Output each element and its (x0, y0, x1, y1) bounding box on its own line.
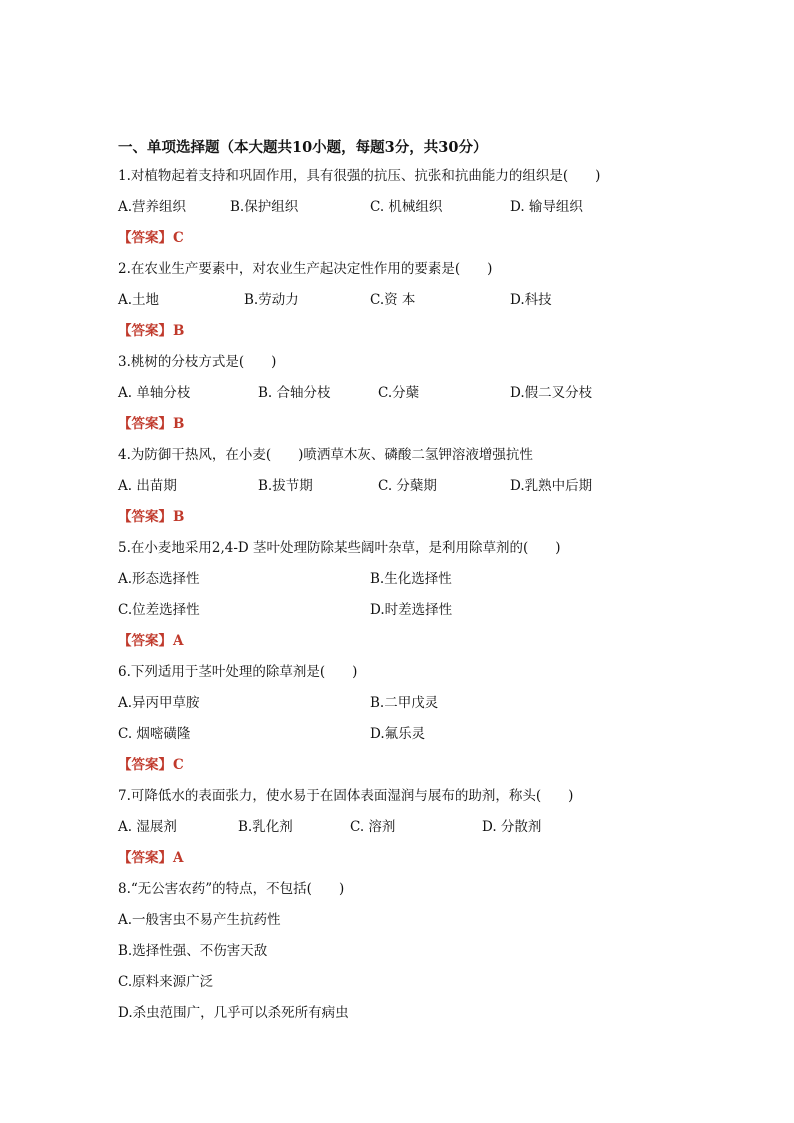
question-stem: 3.桃树的分枝方式是( ) (118, 354, 277, 370)
section-title: 一、单项选择题（本大题共10小题，每题3分，共30分） (118, 139, 488, 156)
answer-line (118, 502, 718, 533)
option: C.分蘖 (378, 385, 420, 401)
option: C.位差选择性 (118, 602, 200, 618)
option: C. 分蘖期 (378, 478, 437, 494)
question-options (118, 564, 718, 595)
option: D. 输导组织 (510, 199, 583, 215)
option: C.原料来源广泛 (118, 974, 214, 990)
question-stem: 7.可降低水的表面张力，使水易于在固体表面湿润与展布的助剂，称头( ) (118, 788, 574, 804)
answer-line (118, 223, 718, 254)
option: B.劳动力 (244, 292, 299, 308)
option: B.二甲戊灵 (370, 695, 439, 711)
question-stem: 2.在农业生产要素中，对农业生产起决定性作用的要素是( ) (118, 261, 493, 277)
answer-label: 【答案】 (118, 757, 172, 773)
answer-line (118, 626, 718, 657)
option: D. 分散剂 (482, 819, 542, 835)
option: D.杀虫范围广，几乎可以杀死所有病虫 (118, 1005, 349, 1021)
answer-label: 【答案】 (118, 416, 172, 432)
option: A.异丙甲草胺 (118, 695, 200, 711)
option: A.形态选择性 (118, 571, 200, 587)
question-options (118, 471, 718, 502)
document-page (118, 136, 718, 1029)
option: A.营养组织 (118, 199, 187, 215)
option: D.科技 (510, 292, 552, 308)
question-stem: 4.为防御干热风，在小麦( )喷洒草木灰、磷酸二氢钾溶液增强抗性 (118, 447, 533, 463)
option: C.资 本 (370, 292, 416, 308)
question-options (118, 192, 718, 223)
answer-line (118, 843, 718, 874)
question-options (118, 378, 718, 409)
answer-value: B (173, 509, 185, 525)
option: B.乳化剂 (238, 819, 293, 835)
answer-label: 【答案】 (118, 230, 172, 246)
option: D.氟乐灵 (370, 726, 426, 742)
option: D.时差选择性 (370, 602, 453, 618)
answer-label: 【答案】 (118, 509, 172, 525)
option: A. 出苗期 (118, 478, 177, 494)
answer-line (118, 750, 718, 781)
option: A.土地 (118, 292, 160, 308)
answer-value: C (173, 757, 184, 773)
answer-line (118, 316, 718, 347)
option: B.选择性强、不伤害天敌 (118, 943, 268, 959)
option: B.保护组织 (230, 199, 299, 215)
option: B.生化选择性 (370, 571, 452, 587)
option: B. 合轴分枝 (258, 385, 331, 401)
option: D.假二叉分枝 (510, 385, 593, 401)
option: B.拔节期 (258, 478, 313, 494)
question-options (118, 285, 718, 316)
option: A. 湿展剂 (118, 819, 177, 835)
answer-label: 【答案】 (118, 323, 172, 339)
question-stem: 6.下列适用于茎叶处理的除草剂是( ) (118, 664, 358, 680)
option: A. 单轴分枝 (118, 385, 191, 401)
question-stem: 1.对植物起着支持和巩固作用，具有很强的抗压、抗张和抗曲能力的组织是( ) (118, 168, 601, 184)
option: A.一般害虫不易产生抗药性 (118, 912, 281, 928)
option: C. 烟嘧磺隆 (118, 726, 191, 742)
answer-value: B (173, 323, 185, 339)
question-stem: 8.“无公害农药”的特点，不包括( ) (118, 881, 345, 897)
answer-value: A (173, 633, 184, 649)
question-options (118, 688, 718, 719)
question-stem: 5.在小麦地采用2,4-D 茎叶处理防除某些阔叶杂草，是利用除草剂的( ) (118, 540, 561, 556)
question-options (118, 719, 718, 750)
answer-value: A (173, 850, 184, 866)
option: D.乳熟中后期 (510, 478, 593, 494)
question-options (118, 812, 718, 843)
answer-value: B (173, 416, 185, 432)
question-options (118, 595, 718, 626)
answer-label: 【答案】 (118, 850, 172, 866)
answer-value: C (173, 230, 184, 246)
answer-line (118, 409, 718, 440)
option: C. 溶剂 (350, 819, 396, 835)
option: C. 机械组织 (370, 199, 443, 215)
answer-label: 【答案】 (118, 633, 172, 649)
